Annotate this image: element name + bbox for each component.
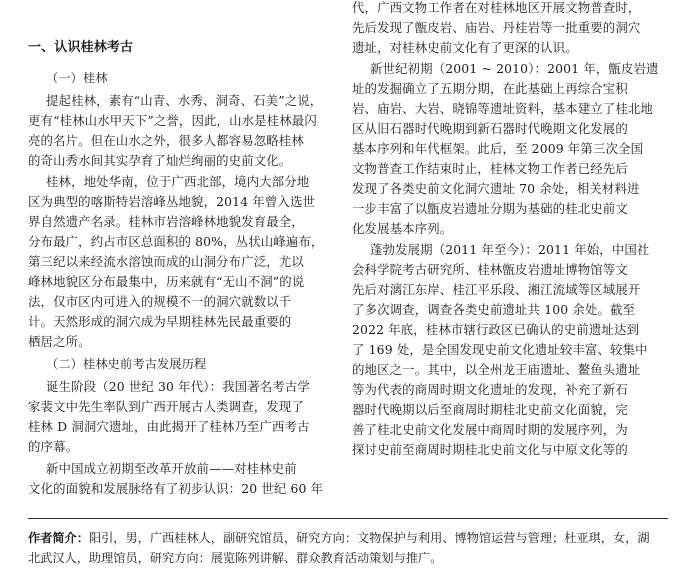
author-note-label: 作者简介： — [28, 531, 89, 545]
paragraph-line: 岩、庙岩、大岩、晓锦等遗址资料，基本建立了桂北地 — [352, 101, 653, 116]
footnote-rule — [28, 518, 668, 519]
paragraph-line: 探讨史前至商周时期桂北史前文化与中原文化等的 — [352, 442, 628, 457]
paragraph-line: 的地区之一。其中，以全州龙王庙遗址、鳌鱼头遗址 — [352, 362, 641, 377]
paragraph-line: 了 169 处，是全国发现史前文化遗址较丰富、较集中 — [352, 342, 648, 357]
author-note-line-2 — [28, 548, 668, 568]
paragraph-line: 区从旧石器时代晚期到新石器时代晚期文化发展的 — [352, 121, 628, 136]
paragraph-line: 代，广西文物工作者在对桂林地区开展文物普查时， — [352, 0, 641, 15]
paragraph-line: 会科学院考古研究所、桂林甑皮岩遗址博物馆等文 — [352, 262, 628, 277]
paragraph-line: 亮的名片。但在山水之外，很多人都容易忽略桂林 — [28, 133, 304, 148]
paragraph-line: 器时代晚期以后至商周时期桂北史前文化面貌，完 — [352, 402, 628, 417]
paragraph-line: 桂林，地处华南，位于广西北部，境内大部分地 — [46, 174, 310, 189]
paragraph-line: 界自然遗产名录。桂林市岩溶峰林地貌发育最全， — [28, 214, 304, 229]
paragraph-line: 文物普查工作结束时止，桂林文物工作者已经先后 — [352, 161, 628, 176]
author-note-text: 北武汉人，助理馆员，研究方向：展览陈列讲解、群众教育活动策划与推广。 — [28, 551, 443, 565]
subheading-history: （二）桂林史前考古发展历程 — [46, 357, 207, 371]
paragraph-line: 2022 年底，桂林市辖行政区已确认的史前遗址达到 — [352, 322, 640, 337]
paragraph-line: 先后发现了甑皮岩、庙岩、丹桂岩等一批重要的洞穴 — [352, 20, 641, 35]
paragraph-line: 桂林 D 洞洞穴遗址，由此揭开了桂林乃至广西考古 — [28, 419, 310, 434]
paragraph-line: 的序幕。 — [28, 439, 79, 454]
paragraph-line: 善了桂北史前文化发展中商周时期的发展序列，为 — [352, 422, 628, 437]
paragraph-line: 遗址，对桂林史前文化有了更深的认识。 — [352, 40, 578, 55]
paragraph-line: 蓬勃发展期（2011 年至今）：2011 年始，中国社 — [370, 242, 650, 257]
paragraph-line: 栖居之所。 — [28, 334, 91, 349]
paragraph-line: 区为典型的喀斯特岩溶峰丛地貌，2014 年曾入选世 — [28, 194, 316, 209]
paragraph-line: 址的发掘确立了五期分期，在此基础上再综合宝积 — [352, 81, 628, 96]
paragraph-line: 峰林地貌区分布最集中，历来就有“无山不洞”的说 — [28, 274, 305, 289]
paragraph-line: 诞生阶段（20 世纪 30 年代）：我国著名考古学 — [46, 379, 310, 394]
paragraph-line: 基本序列和年代框架。此后，至 2009 年第三次全国 — [352, 141, 644, 156]
paragraph-line: 更有“桂林山水甲天下”之誉，因此，山水是桂林最闪 — [28, 113, 317, 128]
paragraph-line: 新世纪初期（2001 ~ 2010）：2001 年，甑皮岩遗 — [370, 61, 659, 76]
section-heading: 一、认识桂林考古 — [28, 40, 134, 55]
paragraph-line: 家裴文中先生率队到广西开展古人类调查，发现了 — [28, 399, 304, 414]
paragraph-line: 新中国成立初期至改革开放前——对桂林史前 — [46, 461, 297, 476]
paragraph-line: 计。天然形成的洞穴成为早期桂林先民最重要的 — [28, 314, 292, 329]
paragraph-line: 了多次调查，调查各类史前遗址共 100 余处。截至 — [352, 302, 636, 317]
paragraph-line: 一步丰富了以甑皮岩遗址分期为基础的桂北史前文 — [352, 201, 628, 216]
subheading-guilin: （一）桂林 — [46, 71, 108, 85]
paragraph-line: 的奇山秀水间其实孕育了灿烂绚丽的史前文化。 — [28, 153, 292, 168]
paragraph-line: 第三纪以来经流水溶蚀而成的山洞分布广泛，尤以 — [28, 254, 304, 269]
paragraph-line: 发现了各类史前文化洞穴遗址 70 余处，相关材料进 — [352, 181, 640, 196]
paragraph-line: 分布最广，约占市区总面积的 80%，丛状山峰遍布， — [28, 234, 324, 249]
author-note-text: 阳引，男，广西桂林人，副研究馆员，研究方向：文物保护与利用、博物馆运营与管理；杜亚琪，女，湖 — [88, 531, 650, 545]
paragraph-line: 文化的面貌和发展脉络有了初步认识：20 世纪 60 年 — [28, 481, 324, 496]
paragraph-line: 先后对漓江东岸、桂江平乐段、湘江流域等区域展开 — [352, 282, 641, 297]
paragraph-line: 提起桂林，素有“山青、水秀、洞奇、石美”之说， — [46, 93, 323, 108]
paragraph-line: 法，仅市区内可进入的规模不一的洞穴就数以千 — [28, 294, 292, 309]
paragraph-line: 化发展基本序列。 — [352, 221, 453, 236]
author-note-line-1 — [28, 528, 668, 548]
paragraph-line: 等为代表的商周时期文化遗址的发现，补充了新石 — [352, 382, 628, 397]
